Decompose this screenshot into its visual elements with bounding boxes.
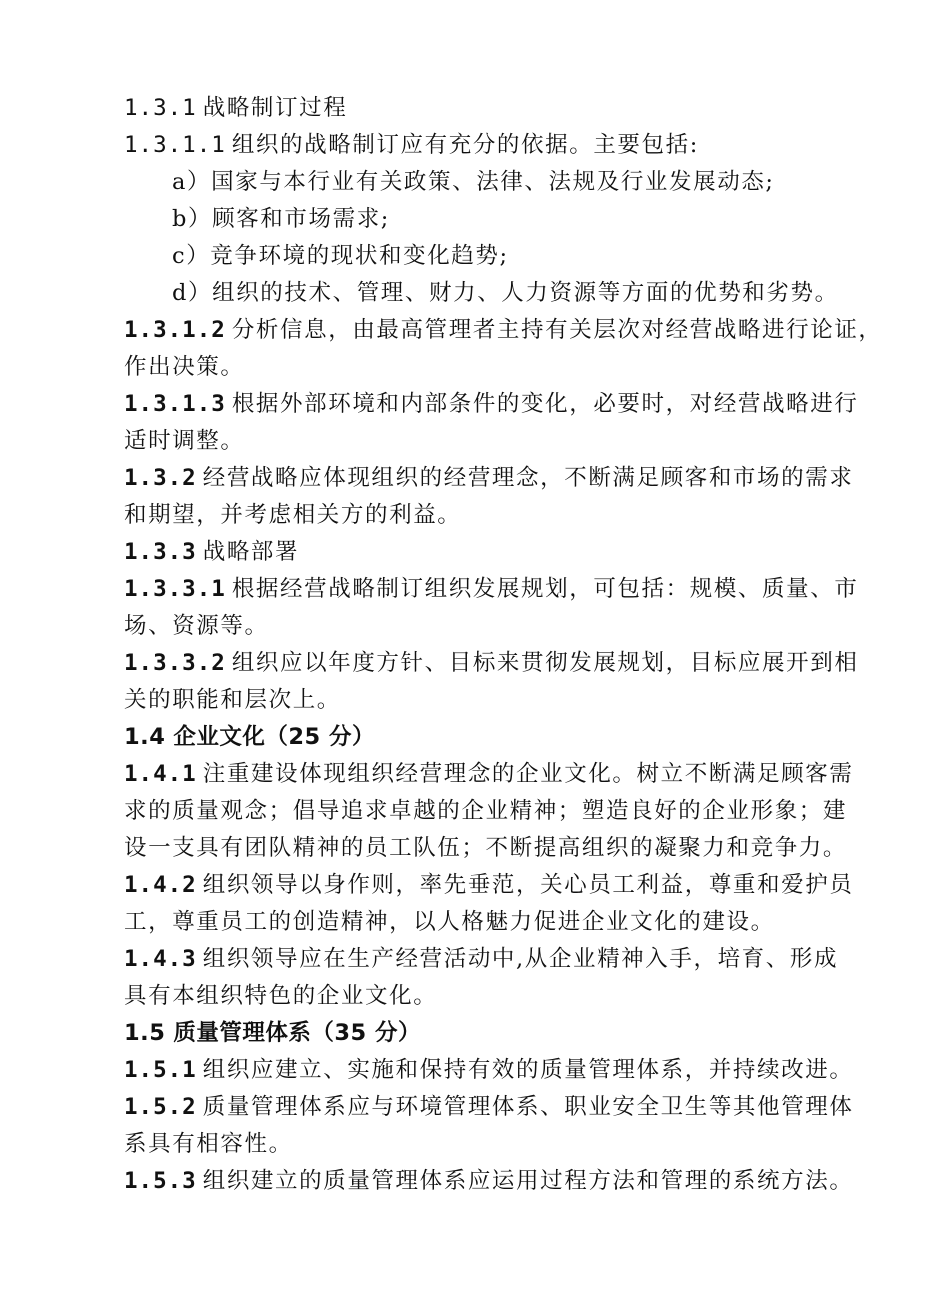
clause-1-4-3 [124,941,874,978]
clause-number: 1.4.1 [124,761,197,787]
clause-1-3-2 [124,460,874,497]
clause-1-5-1 [124,1052,874,1089]
clause-text: 质量管理体系应与环境管理体系、职业安全卫生等其他管理体 [202,1094,854,1120]
heading-title: 企业文化（25 分） [173,724,376,750]
clause-text: 注重建设体现组织经营理念的企业文化。树立不断满足顾客需 [202,761,854,787]
clause-text: 根据外部环境和内部条件的变化，必要时，对经营战略进行 [231,391,859,417]
clause-text: 经营战略应体现组织的经营理念，不断满足顾客和市场的需求 [202,465,854,491]
section-title: 战略部署 [202,539,300,565]
list-item-a: a）国家与本行业有关政策、法律、法规及行业发展动态; [172,169,775,195]
clause-text: 分析信息，由最高管理者主持有关层次对经营战略进行论证， [231,317,883,343]
clause-number: 1.3.2 [124,465,197,491]
heading-title: 质量管理体系（35 分） [173,1020,422,1046]
clause-1-3-1-1 [124,127,874,164]
clause-continuation: 适时调整。 [124,428,245,454]
clause-1-3-1-2 [124,312,883,349]
document-body [124,90,883,1200]
clause-text: 组织应建立、实施和保持有效的质量管理体系，并持续改进。 [202,1057,854,1083]
clause-text: 组织的战略制订应有充分的依据。主要包括: [231,132,699,158]
clause-number: 1.3.3.2 [124,650,226,676]
heading-1-4 [124,719,874,756]
clause-number: 1.4.3 [124,946,197,972]
clause-number: 1.5.3 [124,1168,197,1194]
clause-number: 1.5.2 [124,1094,197,1120]
section-1-3-1 [124,90,874,127]
clause-text: 组织领导以身作则，率先垂范，关心员工利益，尊重和爱护员 [202,872,854,898]
clause-1-4-2 [124,867,874,904]
clause-continuation: 场、资源等。 [124,613,269,639]
section-number: 1.3.1 [124,95,197,121]
clause-continuation: 求的质量观念；倡导追求卓越的企业精神；塑造良好的企业形象；建 [124,798,848,824]
clause-continuation: 作出决策。 [124,354,245,380]
section-1-3-3 [124,534,874,571]
clause-text: 组织应以年度方针、目标来贯彻发展规划，目标应展开到相 [231,650,859,676]
clause-continuation: 系具有相容性。 [124,1131,293,1157]
clause-continuation: 和期望，并考虑相关方的利益。 [124,502,462,528]
clause-1-5-3 [124,1163,874,1200]
section-number: 1.3.3 [124,539,197,565]
clause-continuation: 具有本组织特色的企业文化。 [124,983,438,1009]
heading-number: 1.4 [124,724,166,750]
clause-number: 1.4.2 [124,872,197,898]
clause-number: 1.3.1.1 [124,132,226,158]
section-title: 战略制订过程 [202,95,348,121]
clause-1-3-3-2 [124,645,874,682]
clause-number: 1.3.1.3 [124,391,226,417]
heading-number: 1.5 [124,1020,166,1046]
list-item-d: d）组织的技术、管理、财力、人力资源等方面的优势和劣势。 [172,280,839,306]
clause-1-3-1-3 [124,386,874,423]
clause-1-4-1 [124,756,874,793]
clause-continuation: 工，尊重员工的创造精神，以人格魅力促进企业文化的建设。 [124,909,775,935]
clause-continuation: 关的职能和层次上。 [124,687,341,713]
clause-number: 1.3.1.2 [124,317,226,343]
clause-number: 1.5.1 [124,1057,197,1083]
clause-continuation: 设一支具有团队精神的员工队伍；不断提高组织的凝聚力和竞争力。 [124,835,848,861]
clause-text: 组织建立的质量管理体系应运用过程方法和管理的系统方法。 [202,1168,854,1194]
heading-1-5 [124,1015,874,1052]
clause-text: 组织领导应在生产经营活动中,从企业精神入手，培育、形成 [202,946,839,972]
list-item-c: c）竞争环境的现状和变化趋势; [172,243,509,269]
clause-1-5-2 [124,1089,874,1126]
list-item-b: b）顾客和市场需求; [172,206,390,232]
clause-1-3-3-1 [124,571,874,608]
clause-text: 根据经营战略制订组织发展规划，可包括：规模、质量、市 [231,576,859,602]
clause-number: 1.3.3.1 [124,576,226,602]
